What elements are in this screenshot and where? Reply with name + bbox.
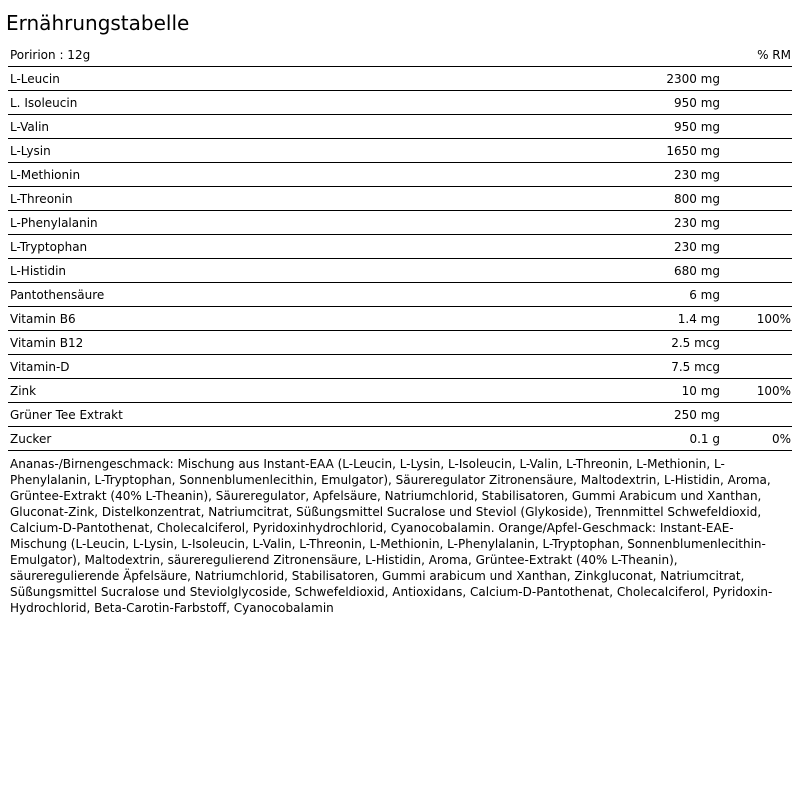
table-row (8, 163, 792, 187)
nutrient-name: L-Methionin (10, 168, 81, 182)
table-row (8, 211, 792, 235)
table-header-row (8, 43, 792, 67)
nutrient-amount: 250 mg (673, 408, 720, 422)
nutrient-rm: 0% (771, 432, 791, 446)
nutrient-name: L. Isoleucin (10, 96, 78, 110)
nutrient-rm: 100% (756, 384, 791, 398)
nutrient-amount: 1650 mg (666, 144, 720, 158)
nutrient-amount: 2300 mg (666, 72, 720, 86)
nutrient-name: L-Leucin (10, 72, 60, 86)
nutrient-name: Vitamin B12 (10, 336, 84, 350)
nutrient-name: Vitamin B6 (10, 312, 76, 326)
table-row (8, 67, 792, 91)
nutrient-amount: 1.4 mg (677, 312, 720, 326)
table-row (8, 235, 792, 259)
table-row (8, 91, 792, 115)
rm-header: % RM (757, 48, 791, 62)
nutrient-name: L-Tryptophan (10, 240, 88, 254)
nutrient-name: Pantothensäure (10, 288, 105, 302)
nutrient-amount: 230 mg (673, 168, 720, 182)
table-row (8, 307, 792, 331)
nutrient-amount: 950 mg (673, 120, 720, 134)
nutrient-name: Grüner Tee Extrakt (10, 408, 123, 422)
nutrient-rm: 100% (756, 312, 791, 326)
nutrient-amount: 7.5 mcg (671, 360, 720, 374)
nutrient-amount: 2.5 mcg (671, 336, 720, 350)
nutrient-name: Zucker (10, 432, 52, 446)
ingredients-text: Ananas-/Birnengeschmack: Mischung aus Instant-EAA (L-Leucin, L-Lysin, L-Isoleucin, L-Valin, L-Threonin, L-Methionin, L-Phenylalanin, L-Tryptophan, Sonnenblumenlecithin, Emulgator), Säureregulator Zitronensäure, Maltodextrin, L-Histidin, Aroma, Grüntee-Extrakt (40% L-Theanin), Säureregulator, Apfelsäure, Natriumchlorid, Stabilisatoren, Gummi Arabicum und Xanthan, Gluconat-Zink, Distelkonzentrat, Natriumcitrat, Süßungsmittel Sucralose und Steviol (Glykoside), Trennmittel Schwefeldioxid, Calcium-D-Pantothenat, Cholecalciferol, Pyridoxinhydrochlorid, Cyanocobalamin. Orange/Apfel-Geschmack: Instant-EAE-Mischung (L-Leucin, L-Lysin, L-Isoleucin, L-Valin, L-Threonin, L-Methionin, L-Phenylalanin, L-Tryptophan, Sonnenblumenlecithin-Emulgator), Maltodextrin, säureregulierend Zitronensäure, L-Histidin, Aroma, Grüntee-Extrakt (40% L-Theanin), säureregulierende Äpfelsäure, Natriumchlorid, Stabilisatoren, Gummi arabicum und Xanthan, Zinkgluconat, Natriumcitrat, Süßungsmittel Sucralose und Steviolglycoside, Schwefeldioxid, Antioxidans, Calcium-D-Pantothenat, Cholecalciferol, Pyridoxin-Hydrochlorid, Beta-Carotin-Farbstoff, Cyanocobalamin (10, 457, 773, 615)
nutrient-name: L-Lysin (10, 144, 51, 158)
nutrient-amount: 0.1 g (689, 432, 720, 446)
table-row (8, 403, 792, 427)
nutrient-amount: 800 mg (673, 192, 720, 206)
table-row (8, 115, 792, 139)
nutrient-amount: 230 mg (673, 240, 720, 254)
page-title: Ernährungstabelle (6, 11, 190, 35)
table-row (8, 355, 792, 379)
table-row (8, 259, 792, 283)
table-row (8, 427, 792, 451)
nutrient-amount: 10 mg (681, 384, 720, 398)
nutrient-name: L-Histidin (10, 264, 67, 278)
table-row (8, 379, 792, 403)
nutrient-amount: 950 mg (673, 96, 720, 110)
table-row (8, 331, 792, 355)
table-row (8, 139, 792, 163)
nutrient-amount: 680 mg (673, 264, 720, 278)
nutrient-name: L-Threonin (10, 192, 73, 206)
nutrition-table (8, 43, 792, 451)
nutrient-amount: 230 mg (673, 216, 720, 230)
table-row (8, 187, 792, 211)
nutrient-name: L-Valin (10, 120, 50, 134)
portion-label: Poririon : 12g (10, 48, 91, 62)
nutrient-name: Zink (10, 384, 37, 398)
nutrient-name: L-Phenylalanin (10, 216, 98, 230)
table-row (8, 283, 792, 307)
nutrient-name: Vitamin-D (10, 360, 70, 374)
nutrient-amount: 6 mg (689, 288, 720, 302)
